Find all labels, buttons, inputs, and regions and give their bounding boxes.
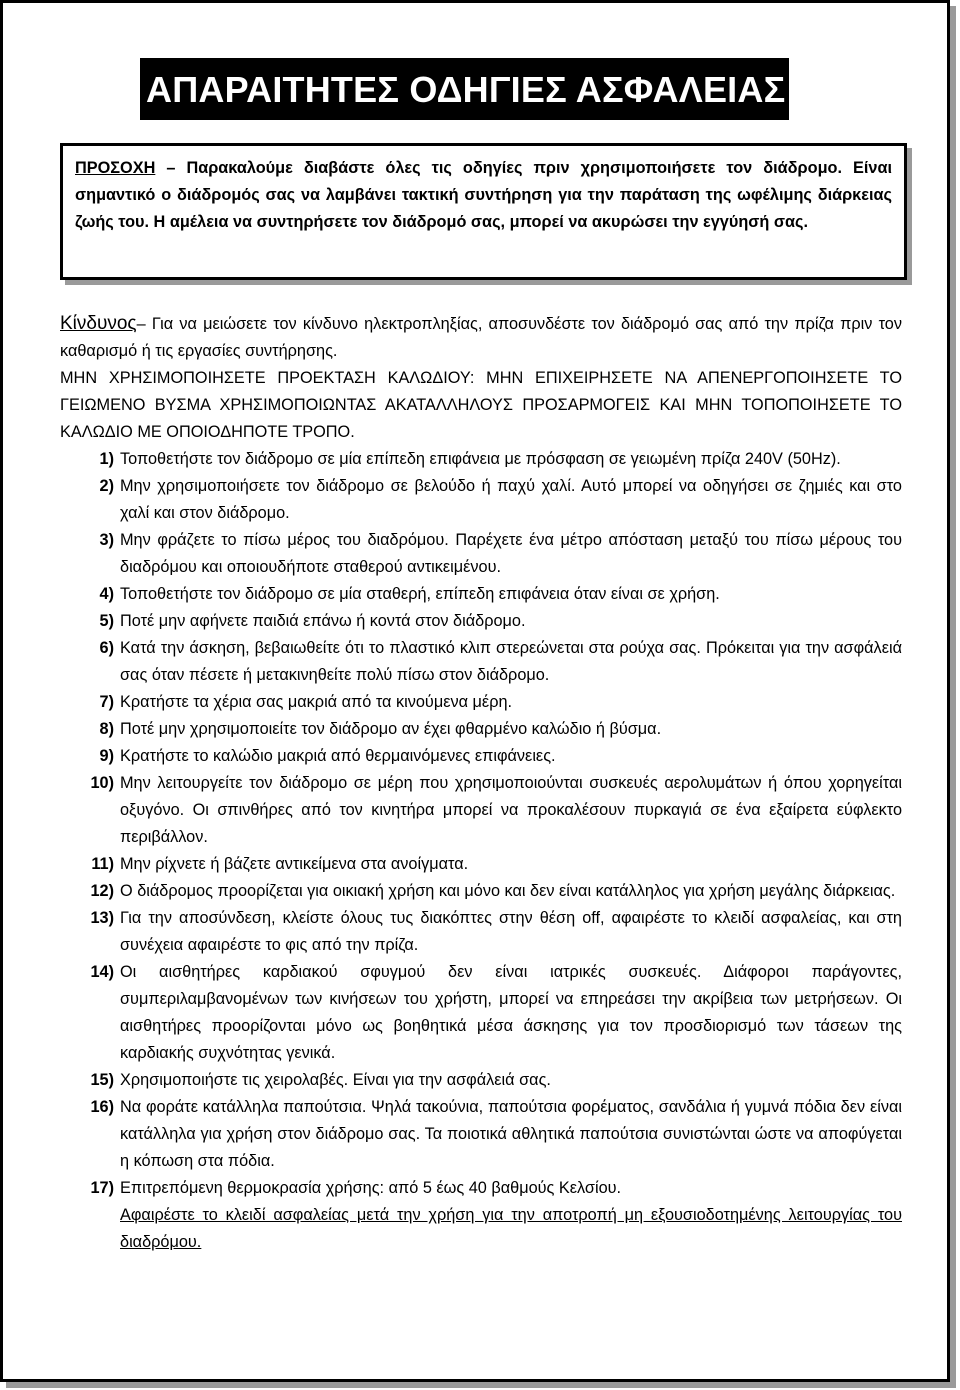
item-text: Να φοράτε κατάλληλα παπούτσια. Ψηλά τακούνια, παπούτσια φορέματος, σανδάλια ή γυμνά πόδια δεν είναι κατάλληλα για χρήση στον διάδρομο σας. Τα ποιοτικά αθλητικά παπούτσια συνιστώνται ώστε να αποφύγεται η κόπωση στα πόδια. — [120, 1098, 902, 1170]
caution-label: ΠΡΟΣΟΧΗ — [75, 159, 156, 177]
item-text: Μην φράζετε το πίσω μέρος του διαδρόμου. Παρέχετε ένα μέτρο απόσταση μεταξύ του πίσω μέρους του διαδρόμου και οποιουδήποτε σταθερού αντικειμένου. — [120, 531, 902, 576]
list-item — [60, 905, 902, 959]
item-text: Ποτέ μην χρησιμοποιείτε τον διάδρομο αν έχει φθαρμένο καλώδιο ή βύσμα. — [120, 720, 662, 738]
page-title: ΑΠΑΡΑΙΤΗΤΕΣ ΟΔΗΓΙΕΣ ΑΣΦΑΛΕΙΑΣ — [140, 58, 789, 120]
list-item — [60, 446, 902, 473]
caution-box — [60, 143, 907, 280]
item-text: Κατά την άσκηση, βεβαιωθείτε ότι το πλαστικό κλιπ στερεώνεται στα ρούχα σας. Πρόκειται για την ασφάλειά σας όταν πέσετε ή μετακινηθείτε πολύ πίσω στον διάδρομο. — [120, 639, 902, 684]
item-text: Ο διάδρομος προορίζεται για οικιακή χρήση και μόνο και δεν είναι κατάλληλος για χρήση μεγάλης διάρκειας. — [120, 882, 896, 900]
list-item — [60, 1094, 902, 1175]
item-number: 7) — [99, 693, 114, 711]
list-item — [60, 527, 902, 581]
item-text: Ποτέ μην αφήνετε παιδιά επάνω ή κοντά στον διάδρομο. — [120, 612, 526, 630]
list-item — [60, 770, 902, 851]
title-block — [140, 58, 789, 120]
item-number: 14) — [90, 963, 114, 981]
list-item — [60, 635, 902, 689]
item-number: 3) — [99, 531, 114, 549]
item-text: Κρατήστε τα χέρια σας μακριά από τα κινούμενα μέρη. — [120, 693, 513, 711]
danger-paragraph — [60, 310, 902, 365]
item-text: Τοποθετήστε τον διάδρομο σε μία επίπεδη επιφάνεια με πρόσφαση σε γειωμένη πρίζα 240V (50Hz). — [120, 450, 841, 468]
list-item — [60, 1067, 902, 1094]
item-text: Επιτρεπόμενη θερμοκρασία χρήσης: από 5 έως 40 βαθμούς Κελσίου. — [120, 1179, 622, 1197]
item-number: 5) — [99, 612, 114, 630]
item-number: 10) — [90, 774, 114, 792]
danger-text: – Για να μειώσετε τον κίνδυνο ηλεκτροπληξίας, αποσυνδέστε τον διάδρομό σας από την πρίζα πριν τον καθαρισμό ή τις εργασίες συντήρησης. — [60, 315, 902, 360]
item-text: Μην ρίχνετε ή βάζετε αντικείμενα στα ανοίγματα. — [120, 855, 469, 873]
item-number: 17) — [90, 1179, 114, 1197]
item-number: 13) — [90, 909, 114, 927]
item-text: Τοποθετήστε τον διάδρομο σε μία σταθερή, επίπεδη επιφάνεια όταν είναι σε χρήση. — [120, 585, 720, 603]
list-item — [60, 608, 902, 635]
safety-content — [60, 310, 902, 1256]
list-item — [60, 743, 902, 770]
list-item — [60, 878, 902, 905]
list-item — [60, 1175, 902, 1202]
extension-cord-warning: ΜΗΝ ΧΡΗΣΙΜΟΠΟΙΗΣΕΤΕ ΠΡΟΕΚΤΑΣΗ ΚΑΛΩΔΙΟΥ: ΜΗΝ ΕΠΙΧΕΙΡΗΣΕΤΕ ΝΑ ΑΠΕΝΕΡΓΟΠΟΙΗΣΕΤΕ ΤΟ ΓΕΙΩΜΕΝΟ ΒΥΣΜΑ ΧΡΗΣΙΜΟΠΟΙΩΝΤΑΣ ΑΚΑΤΑΛΛΗΛΟΥΣ ΠΡΟΣΑΡΜΟΓΕΙΣ ΚΑΙ ΜΗΝ ΤΟΠΟΠΟΙΗΣΕΤΕ ΤΟ ΚΑΛΩΔΙΟ ΜΕ ΟΠΟΙΟΔΗΠΟΤΕ ΤΡΟΠΟ. — [60, 369, 902, 441]
list-item — [60, 716, 902, 743]
instructions-list — [60, 446, 902, 1202]
item-text: Μην χρησιμοποιήσετε τον διάδρομο σε βελούδο ή παχύ χαλί. Αυτό μπορεί να οδηγήσει σε ζημιές και στο χαλί και στον διάδρομο. — [120, 477, 902, 522]
danger-label: Κίνδυνος — [60, 313, 137, 334]
item-number: 2) — [99, 477, 114, 495]
item-number: 12) — [90, 882, 114, 900]
final-note: Αφαιρέστε το κλειδί ασφαλείας μετά την χρήση για την αποτροπή μη εξουσιοδοτημένης λειτουργίας του διαδρόμου. — [120, 1206, 902, 1251]
item-text: Χρησιμοποιήστε τις χειρολαβές. Είναι για την ασφάλειά σας. — [120, 1071, 551, 1089]
item-number: 8) — [99, 720, 114, 738]
item-number: 4) — [99, 585, 114, 603]
final-note-row — [60, 1202, 902, 1256]
item-number: 9) — [99, 747, 114, 765]
item-number: 1) — [99, 450, 114, 468]
list-item — [60, 959, 902, 1067]
item-number: 16) — [90, 1098, 114, 1116]
item-text: Οι αισθητήρες καρδιακού σφυγμού δεν είναι ιατρικές συσκευές. Διάφοροι παράγοντες, συμπεριλαμβανομένων των κινήσεων του χρήστη, μπορεί να επηρεάσει την ακρίβεια των μετρήσεων. Οι αισθητήρες προορίζονται μόνο ως βοηθητικά μέσα άσκησης για τον προσδιορισμό των τάσεων της καρδιακής συχνότητας γενικά. — [120, 963, 902, 1062]
list-item — [60, 851, 902, 878]
item-number: 11) — [91, 855, 114, 873]
item-number: 15) — [90, 1071, 114, 1089]
item-number: 6) — [99, 639, 114, 657]
list-item — [60, 473, 902, 527]
caution-text: – Παρακαλούμε διαβάστε όλες τις οδηγίες πριν χρησιμοποιήσετε τον διάδρομο. Είναι σημαντικό ο διάδρομός σας να λαμβάνει τακτική συντήρηση για την παράταση της ωφέλιμης διάρκειας ζωής του. Η αμέλεια να συντηρήσετε τον διάδρομό σας, μπορεί να ακυρώσει την εγγύησή σας. — [75, 159, 892, 231]
item-text: Για την αποσύνδεση, κλείστε όλους τυς διακόπτες στην θέση off, αφαιρέστε το κλειδί ασφαλείας, και στη συνέχεια αφαιρέστε το φις από την πρίζα. — [120, 909, 902, 954]
list-item — [60, 689, 902, 716]
item-text: Μην λειτουργείτε τον διάδρομο σε μέρη που χρησιμοποιούνται συσκευές αερολυμάτων ή όπου χορηγείται οξυγόνο. Οι σπινθήρες από τον κινητήρα μπορεί να προκαλέσουν πυρκαγιά σε ένα εξαίρετα εύφλεκτο περιβάλλον. — [120, 774, 902, 846]
item-text: Κρατήστε το καλώδιο μακριά από θερμαινόμενες επιφάνειες. — [120, 747, 556, 765]
list-item — [60, 581, 902, 608]
